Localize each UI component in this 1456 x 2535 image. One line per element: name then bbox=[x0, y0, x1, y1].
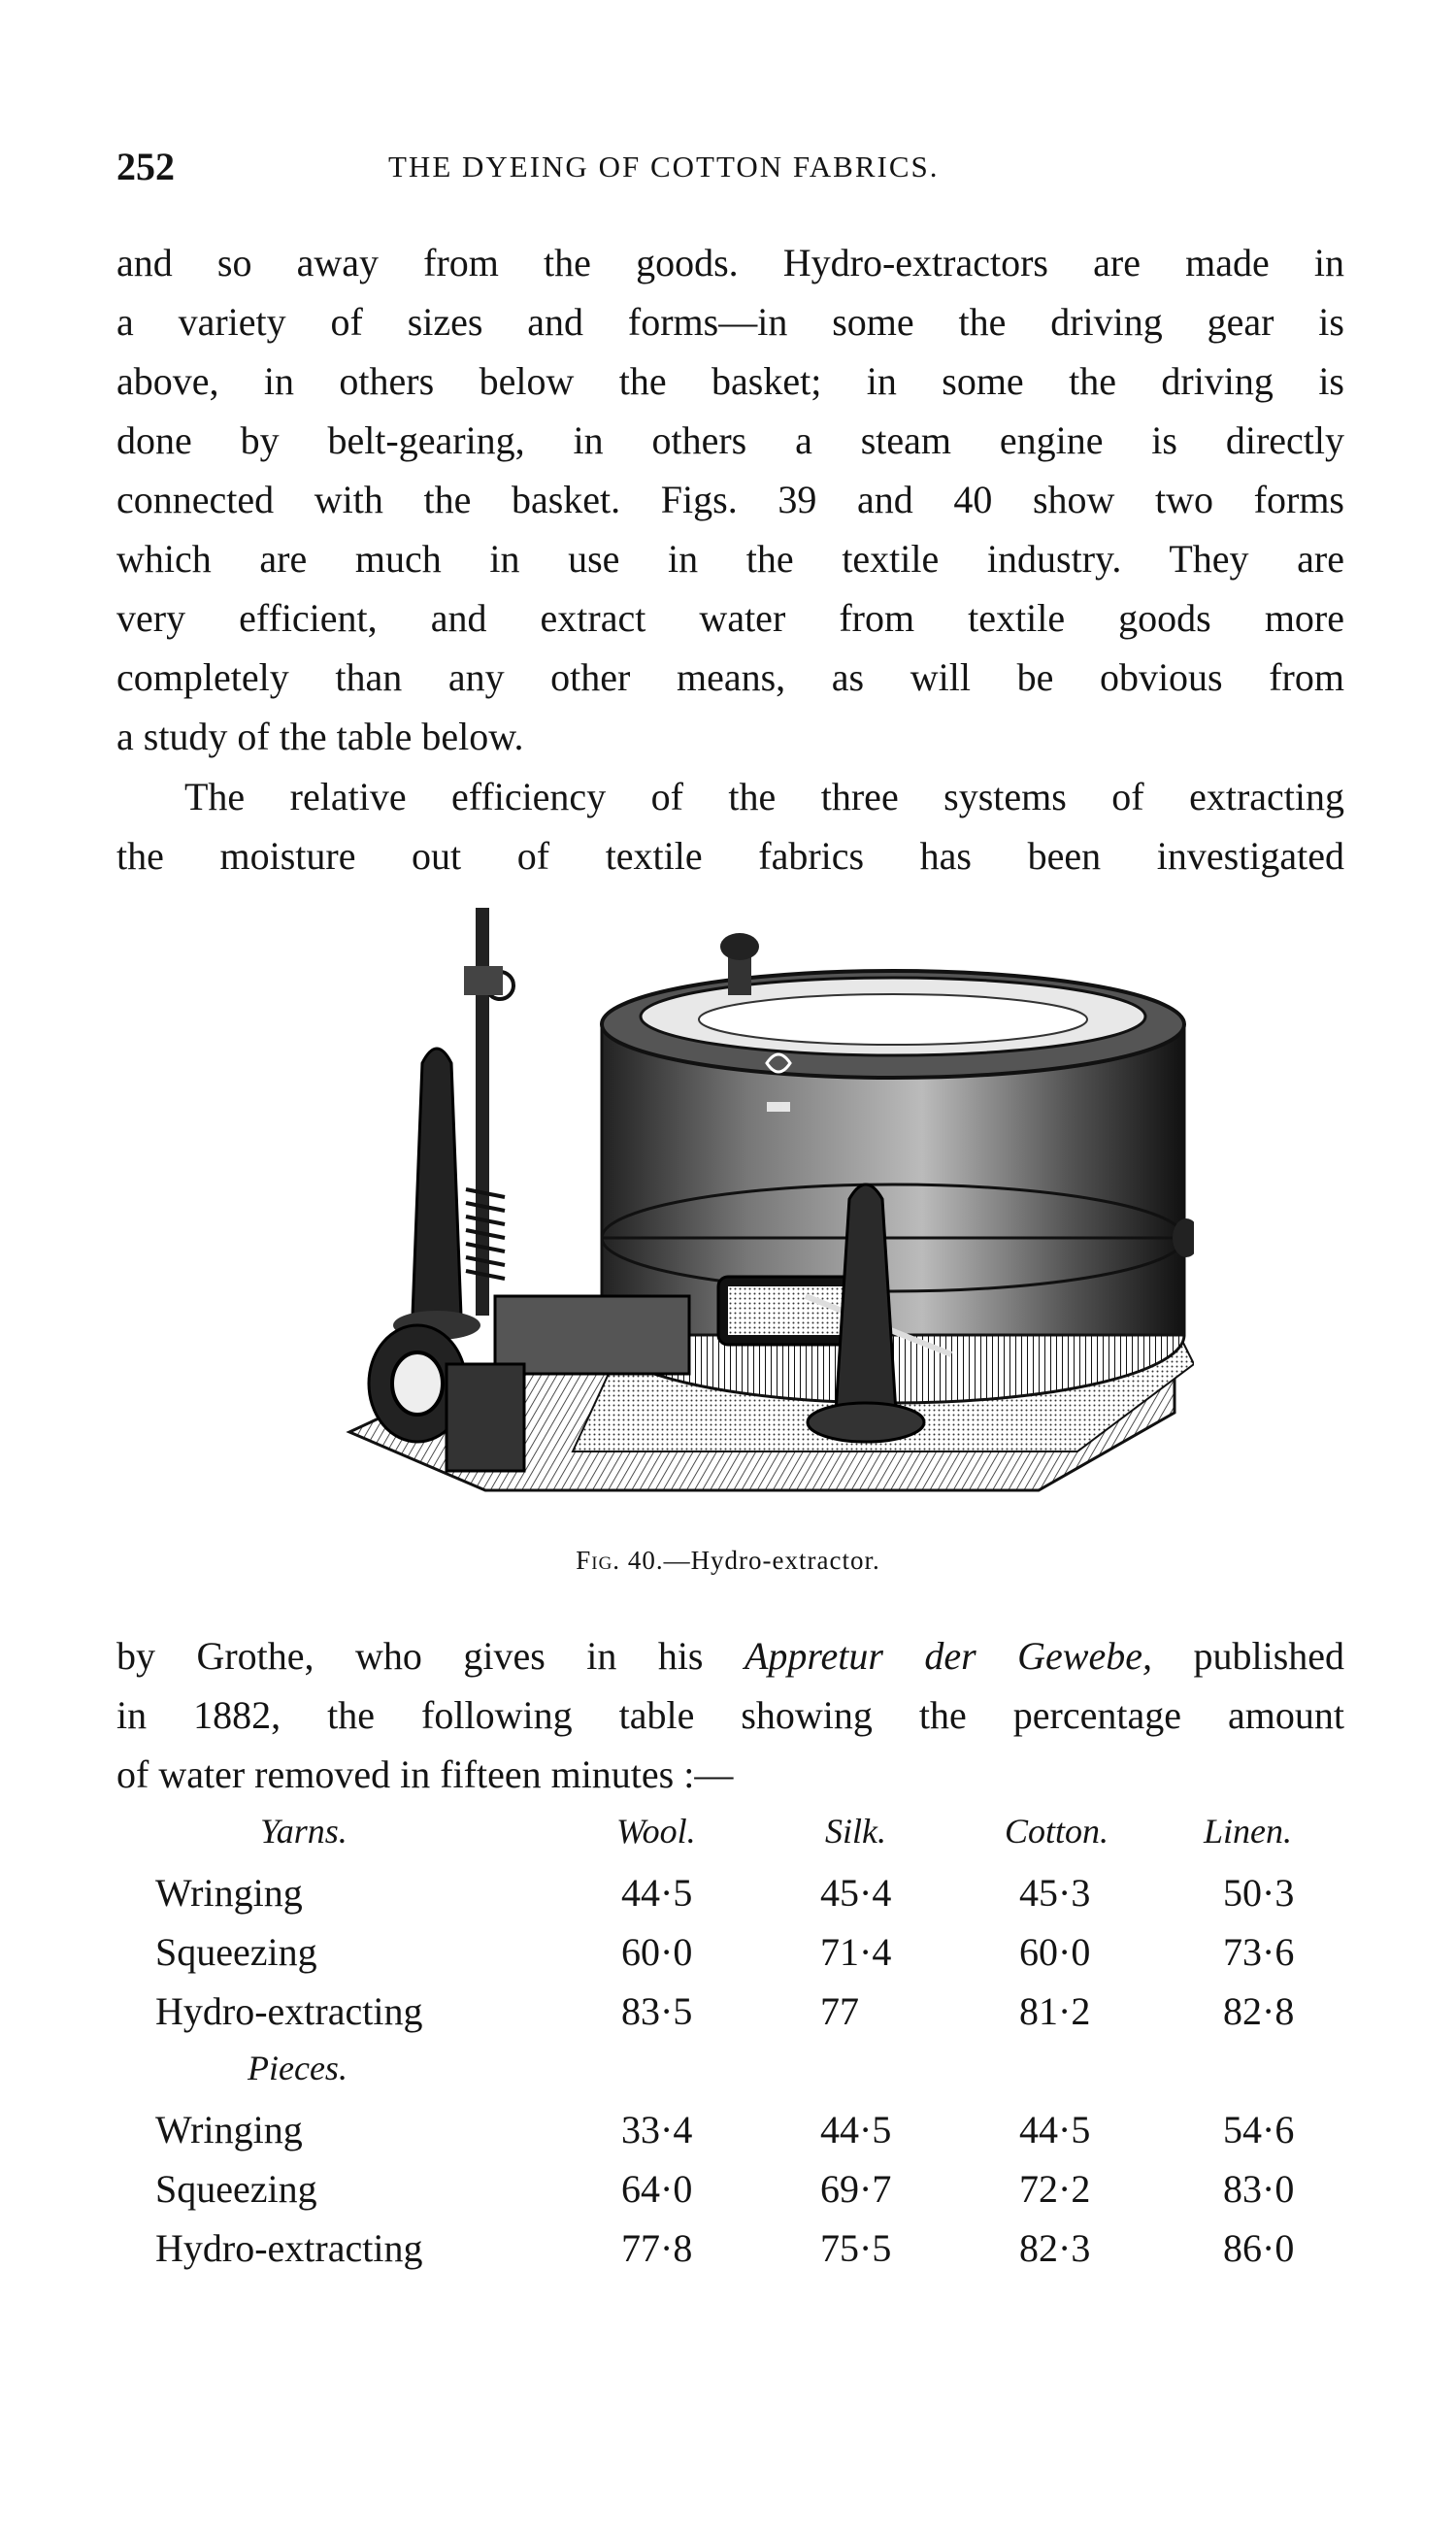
page-header bbox=[116, 144, 1344, 192]
cell-linen: 86·0 bbox=[1223, 2226, 1295, 2270]
text-segment: published bbox=[1152, 1634, 1345, 1678]
header-yarns: Yarns. bbox=[260, 1812, 347, 1851]
text-segment: by Grothe, who gives in his bbox=[116, 1634, 745, 1678]
table-row bbox=[155, 1929, 1359, 1988]
paragraph-grothe bbox=[116, 1626, 1344, 1804]
row-label: Wringing bbox=[155, 2108, 303, 2151]
cell-silk: 75·5 bbox=[820, 2226, 892, 2270]
cell-wool: 77·8 bbox=[621, 2226, 693, 2270]
row-label: Hydro-extracting bbox=[155, 1989, 423, 2033]
cell-wool: 44·5 bbox=[621, 1871, 693, 1915]
page-number: 252 bbox=[116, 145, 175, 188]
paragraph-hydro-extractors bbox=[116, 233, 1344, 766]
running-title: THE DYEING OF COTTON FABRICS. bbox=[388, 150, 940, 183]
cell-linen: 73·6 bbox=[1223, 1930, 1295, 1974]
row-label: Squeezing bbox=[155, 2167, 317, 2211]
text-line: The relative efficiency of the three systems of extracting bbox=[184, 775, 1344, 818]
hydro-extractor-engraving bbox=[340, 908, 1194, 1529]
text-line: very efficient, and extract water from textile goods more bbox=[116, 596, 1344, 640]
text-line: done by belt-gearing, in others a steam engine is directly bbox=[116, 418, 1344, 462]
text-line bbox=[116, 1626, 1344, 1685]
cell-cotton: 81·2 bbox=[1019, 1989, 1091, 2033]
figure-caption-text: 40.—Hydro-extractor. bbox=[620, 1546, 880, 1575]
paragraph-relative-efficiency bbox=[116, 767, 1344, 885]
cell-linen: 50·3 bbox=[1223, 1871, 1295, 1915]
cell-linen: 82·8 bbox=[1223, 1989, 1295, 2033]
text-line: connected with the basket. Figs. 39 and 40 show two forms bbox=[116, 478, 1344, 521]
cell-silk: 77 bbox=[820, 1989, 859, 2033]
header-wool: Wool. bbox=[616, 1812, 696, 1851]
pieces-subheader: Pieces. bbox=[248, 2049, 347, 2087]
table-header-row bbox=[155, 1811, 1359, 1870]
table-row bbox=[155, 2225, 1359, 2285]
cell-wool: 60·0 bbox=[621, 1930, 693, 1974]
text-line: in 1882, the following table showing the percentage amount bbox=[116, 1693, 1344, 1737]
text-line: and so away from the goods. Hydro-extractors are made in bbox=[116, 241, 1344, 284]
text-line: a variety of sizes and forms—in some the driving gear is bbox=[116, 300, 1344, 344]
cell-cotton: 72·2 bbox=[1019, 2167, 1091, 2211]
water-removal-table bbox=[155, 1811, 1359, 2285]
cell-linen: 83·0 bbox=[1223, 2167, 1295, 2211]
row-label: Squeezing bbox=[155, 1930, 317, 1974]
table-row bbox=[155, 2107, 1359, 2166]
cell-wool: 64·0 bbox=[621, 2167, 693, 2211]
cell-silk: 45·4 bbox=[820, 1871, 892, 1915]
row-label: Hydro-extracting bbox=[155, 2226, 423, 2270]
cell-cotton: 45·3 bbox=[1019, 1871, 1091, 1915]
cell-cotton: 82·3 bbox=[1019, 2226, 1091, 2270]
cell-cotton: 44·5 bbox=[1019, 2108, 1091, 2151]
text-line: completely than any other means, as will be obvious from bbox=[116, 655, 1344, 699]
figure-label: Fig. bbox=[576, 1546, 621, 1575]
cell-silk: 69·7 bbox=[820, 2167, 892, 2211]
text-line: which are much in use in the textile industry. They are bbox=[116, 537, 1344, 581]
header-silk: Silk. bbox=[825, 1812, 886, 1851]
table-row bbox=[155, 1988, 1359, 2048]
cell-silk: 71·4 bbox=[820, 1930, 892, 1974]
cell-wool: 83·5 bbox=[621, 1989, 693, 2033]
table-subheader-row bbox=[155, 2048, 1359, 2107]
text-line: a study of the table below. bbox=[116, 715, 524, 758]
table-row bbox=[155, 1870, 1359, 1929]
table-row bbox=[155, 2166, 1359, 2225]
text-line: the moisture out of textile fabrics has been investigated bbox=[116, 834, 1344, 878]
cell-linen: 54·6 bbox=[1223, 2108, 1295, 2151]
figure-caption bbox=[0, 1546, 1456, 1576]
cell-cotton: 60·0 bbox=[1019, 1930, 1091, 1974]
text-line: of water removed in fifteen minutes :— bbox=[116, 1752, 734, 1796]
cell-silk: 44·5 bbox=[820, 2108, 892, 2151]
cell-wool: 33·4 bbox=[621, 2108, 693, 2151]
header-cotton: Cotton. bbox=[1005, 1812, 1109, 1851]
hydro-extractor-illustration bbox=[340, 908, 1194, 1529]
header-linen: Linen. bbox=[1204, 1812, 1293, 1851]
row-label: Wringing bbox=[155, 1871, 303, 1915]
book-title: Appretur der Gewebe, bbox=[744, 1634, 1152, 1678]
text-line: above, in others below the basket; in some the driving is bbox=[116, 359, 1344, 403]
